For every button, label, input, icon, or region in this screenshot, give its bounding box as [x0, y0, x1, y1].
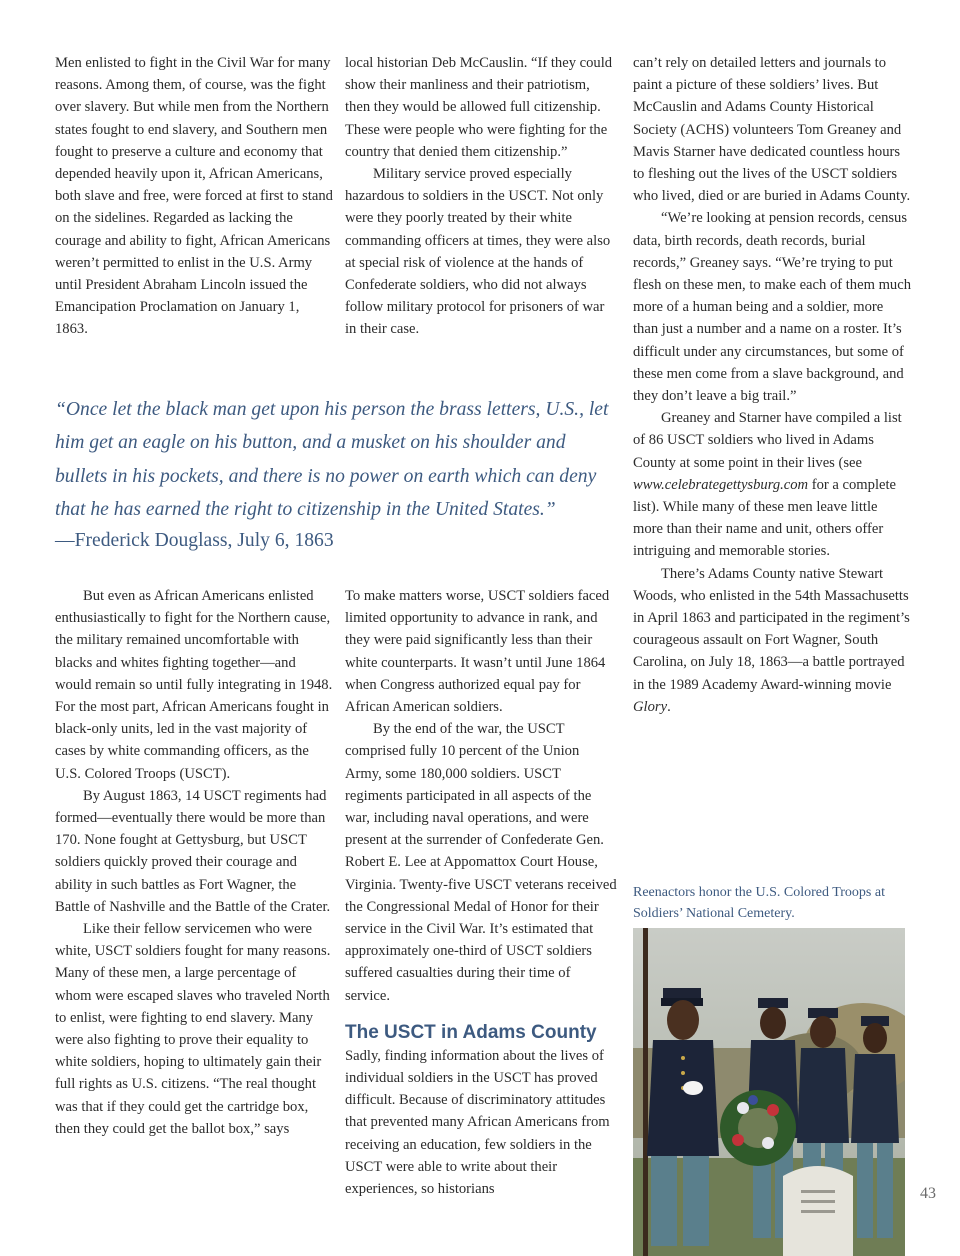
- pull-quote-attribution: —Frederick Douglass, July 6, 1863: [55, 530, 334, 551]
- reenactors-photo: [633, 928, 905, 1256]
- article-column-top-left: [55, 52, 333, 341]
- text-run: .: [667, 698, 671, 715]
- body-paragraph: [633, 563, 911, 718]
- body-paragraph: [633, 407, 911, 562]
- reenactors-illustration: [633, 928, 905, 1256]
- page-number: 43: [920, 1185, 936, 1202]
- body-paragraph: Like their fellow servicemen who were white, USCT soldiers fought for many reasons. Many of these men, a large percentage of whom were escaped slaves who traveled North to enlist, were fighting to end slavery. Many were also fighting to prove their equality to white soldiers, hoping to ultimately gain their full rights as U.S. citizens. “The real thought was that if they could get the cartridge box, then they could get the ballot box,” says: [55, 921, 331, 1137]
- body-paragraph: By August 1863, 14 USCT regiments had formed—eventually there would be more than 170. None fought at Gettysburg, but USCT soldiers quickly proved their courage and ability in such battles as Fort Wagner, the Battle of Nashville and the Battle of the Crater.: [55, 787, 331, 915]
- photo-caption: Reenactors honor the U.S. Colored Troops at Soldiers’ National Cemetery.: [633, 885, 885, 921]
- website-reference: www.celebrategettysburg.com: [633, 476, 809, 493]
- body-paragraph: By the end of the war, the USCT comprised fully 10 percent of the Union Army, some 180,000 soldiers. USCT regiments participated in all aspects of the war, including naval operations, and were present at the surrender of Confederate Gen. Robert E. Lee at Appomattox Court House, Virginia. Twenty-five USCT veterans received the Congressional Medal of Honor for their service in the Civil War. It’s estimated that approximately one-third of USCT soldiers suffered casualties during their time of service.: [345, 721, 617, 1004]
- movie-title: Glory: [633, 698, 668, 715]
- body-paragraph: Men enlisted to fight in the Civil War for many reasons. Among them, of course, was the fight over slavery. But while men from the Northern states fought to end slavery, and Southern men fought to preserve a culture and economy that depended heavily upon it, African Americans, both slave and free, were forced at first to stand on the sidelines. Regarded as lacking the courage and ability to fight, African Americans weren’t permitted to enlist in the U.S. Army until President Abraham Lincoln issued the Emancipation Proclamation on January 1, 1863.: [55, 55, 333, 338]
- body-paragraph: Military service proved especially hazardous to soldiers in the USCT. Not only were they poorly treated by their white commanding officers at times, they were also at special risk of violence at the hands of Confederate soldiers, who did not always follow military protocol for prisoners of war in their case.: [345, 166, 611, 338]
- article-column-top-middle: [345, 52, 617, 341]
- section-heading: The USCT in Adams County: [345, 1021, 597, 1043]
- text-run: for a complete list). While many of these men leave little more than their name and unit, others offer intriguing and memorable stories.: [633, 476, 897, 560]
- body-paragraph: local historian Deb McCauslin. “If they could show their manliness and their patriotism, then they would be allowed full citizenship. These were people who were fighting for the country that denied them citizenship.”: [345, 55, 613, 160]
- article-column-right: [633, 52, 911, 718]
- text-run: There’s Adams County native Stewart Woods, who enlisted in the 54th Massachusetts in April 1863 and participated in the regiment’s courageous assault on Fort Wagner, South Carolina, on July 18, 1863—a battle portrayed in the 1989 Academy Award-winning movie: [633, 565, 910, 693]
- article-column-bottom-middle: [345, 585, 617, 1200]
- body-paragraph: “We’re looking at pension records, census data, birth records, death records, burial records,” Greaney says. “We’re trying to put flesh on these men, to make each of them much more of a human being and a soldier, more than just a number and a name on a roster. It’s difficult under any circumstances, but some of these men come from a slave background, and they don’t leave a big trail.”: [633, 210, 912, 405]
- body-paragraph: But even as African Americans enlisted enthusiastically to fight for the Northern cause, the military remained uncomfortable with blacks and whites fighting together—and would remain so until fully integrating in 1948. For the most part, African Americans fought in black-only units, led in the vast majority of cases by white commanding officers, as the U.S. Colored Troops (USCT).: [55, 588, 333, 782]
- body-paragraph: can’t rely on detailed letters and journals to paint a picture of these soldiers’ lives. But McCauslin and Adams County Historical Society (ACHS) volunteers Tom Greaney and Mavis Starner have dedicated countless hours to fleshing out the lives of the USCT soldiers who lived, died or are buried in Adams County.: [633, 55, 911, 205]
- body-paragraph: To make matters worse, USCT soldiers faced limited opportunity to advance in rank, and they were paid significantly less than their white counterparts. It wasn’t until June 1864 when Congress authorized equal pay for African American soldiers.: [345, 588, 610, 716]
- text-run: Greaney and Starner have compiled a list of 86 USCT soldiers who lived in Adams County at some point in their lives (see: [633, 410, 902, 471]
- body-paragraph: Sadly, finding information about the lives of individual soldiers in the USCT has proved difficult. Because of discriminatory attitudes that prevented many African Americans from receiving an education, few soldiers in the USCT were able to write about their experiences, so historians: [345, 1047, 610, 1198]
- article-column-bottom-left: [55, 585, 333, 1140]
- pull-quote: “Once let the black man get upon his person the brass letters, U.S., let him get an eagle on his button, and a musket on his shoulder and bullets in his pockets, and there is no power on earth which can deny that he has earned the right to citizenship in the United States.”: [55, 399, 609, 521]
